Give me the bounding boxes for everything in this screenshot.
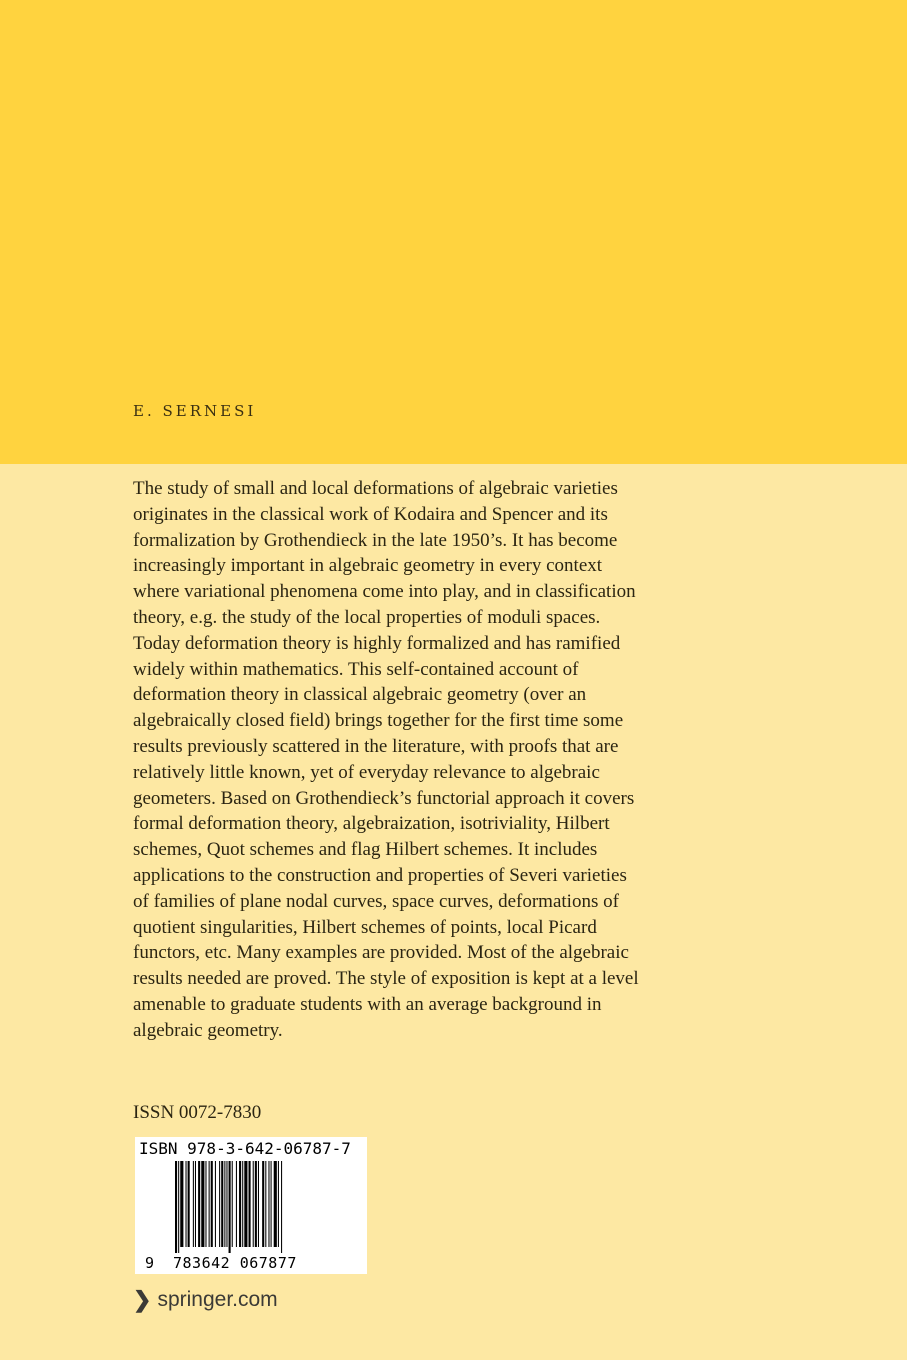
- blurb-line: amenable to graduate students with an average background in: [133, 993, 602, 1015]
- barcode-bar: [209, 1161, 210, 1247]
- blurb-line: algebraically closed field) brings together for the first time some: [133, 710, 624, 732]
- barcode-bar: [198, 1161, 200, 1247]
- blurb-line: geometers. Based on Grothendieck’s functorial approach it covers: [133, 787, 635, 809]
- blurb-line: functors, etc. Many examples are provided. Most of the algebraic: [133, 942, 629, 964]
- barcode-bar: [224, 1161, 225, 1247]
- blurb-line: results needed are proved. The style of exposition is kept at a level: [133, 968, 639, 990]
- blurb-line: schemes, Quot schemes and flag Hilbert schemes. It includes: [133, 839, 598, 861]
- barcode-bar: [258, 1161, 259, 1247]
- barcode-bar: [178, 1161, 179, 1253]
- barcode-bar: [242, 1161, 243, 1247]
- isbn-label: ISBN 978-3-642-06787-7: [139, 1139, 351, 1158]
- barcode-bar: [195, 1161, 196, 1247]
- barcode-bar: [271, 1161, 272, 1247]
- barcode-bar: [244, 1161, 247, 1247]
- barcode-bar: [249, 1161, 251, 1247]
- blurb-line: theory, e.g. the study of the local properties of moduli spaces.: [133, 606, 601, 628]
- barcode-bar: [188, 1161, 190, 1247]
- barcode-bar: [265, 1161, 266, 1247]
- blurb-line: widely within mathematics. This self-contained account of: [133, 658, 579, 680]
- barcode-bar: [219, 1161, 220, 1247]
- barcode-bar: [221, 1161, 223, 1247]
- blurb-line: formal deformation theory, algebraization, isotriviality, Hilbert: [133, 813, 610, 835]
- blurb-line: The study of small and local deformations of algebraic varieties: [133, 478, 618, 499]
- isbn-barcode: [135, 1137, 367, 1274]
- blurb-line: deformation theory in classical algebraic geometry (over an: [133, 684, 587, 706]
- blurb-line: results previously scattered in the literature, with proofs that are: [133, 735, 619, 757]
- blurb-line: relatively little known, yet of everyday relevance to algebraic: [133, 761, 600, 783]
- cover-top-band: [0, 0, 907, 464]
- blurb-line: increasingly important in algebraic geometry in every context: [133, 555, 603, 577]
- barcode-bar: [232, 1161, 233, 1247]
- barcode-bar: [255, 1161, 257, 1247]
- barcode-bar: [253, 1161, 254, 1247]
- issn-number: ISSN 0072-7830: [133, 1102, 262, 1123]
- blurb-line: Today deformation theory is highly formalized and has ramified: [133, 632, 621, 654]
- author-name: E. SERNESI: [133, 402, 257, 420]
- barcode-bar: [278, 1161, 279, 1247]
- barcode-bar: [281, 1161, 282, 1253]
- barcode-bar: [193, 1161, 194, 1247]
- barcode-bar: [211, 1161, 213, 1247]
- barcode-bar: [239, 1161, 241, 1247]
- barcode-bar: [201, 1161, 204, 1247]
- barcode-bar: [274, 1161, 277, 1247]
- blurb-line: algebraic geometry.: [133, 1019, 283, 1041]
- barcode-bar: [205, 1161, 206, 1247]
- blurb-line: where variational phenomena come into play, and in classification: [133, 581, 636, 603]
- chevron-right-icon: ❯: [133, 1287, 152, 1312]
- barcode-lead-digit: 9: [145, 1254, 155, 1272]
- barcode-bar: [268, 1161, 269, 1247]
- barcode-bar: [226, 1161, 227, 1247]
- barcode-bar: [215, 1161, 216, 1247]
- blurb-line: formalization by Grothendieck in the late 1950’s. It has become: [133, 529, 618, 551]
- publisher-site: springer.com: [157, 1288, 278, 1311]
- barcode-bar: [186, 1161, 187, 1247]
- barcode-bar: [175, 1161, 177, 1253]
- barcode-bar: [180, 1161, 183, 1247]
- blurb-line: applications to the construction and properties of Severi varieties: [133, 864, 627, 886]
- blurb-line: originates in the classical work of Kodaira and Spencer and its: [133, 503, 608, 525]
- barcode-digits: 783642 067877: [173, 1254, 297, 1272]
- blurb-line: of families of plane nodal curves, space curves, deformations of: [133, 890, 619, 912]
- book-description: [133, 476, 693, 1044]
- barcode-bar: [262, 1161, 264, 1247]
- barcode-bar: [229, 1161, 231, 1253]
- barcode-bar: [236, 1161, 237, 1247]
- barcode-bars: [175, 1161, 325, 1253]
- publisher-link[interactable]: [133, 1287, 278, 1313]
- blurb-line: quotient singularities, Hilbert schemes of points, local Picard: [133, 916, 597, 938]
